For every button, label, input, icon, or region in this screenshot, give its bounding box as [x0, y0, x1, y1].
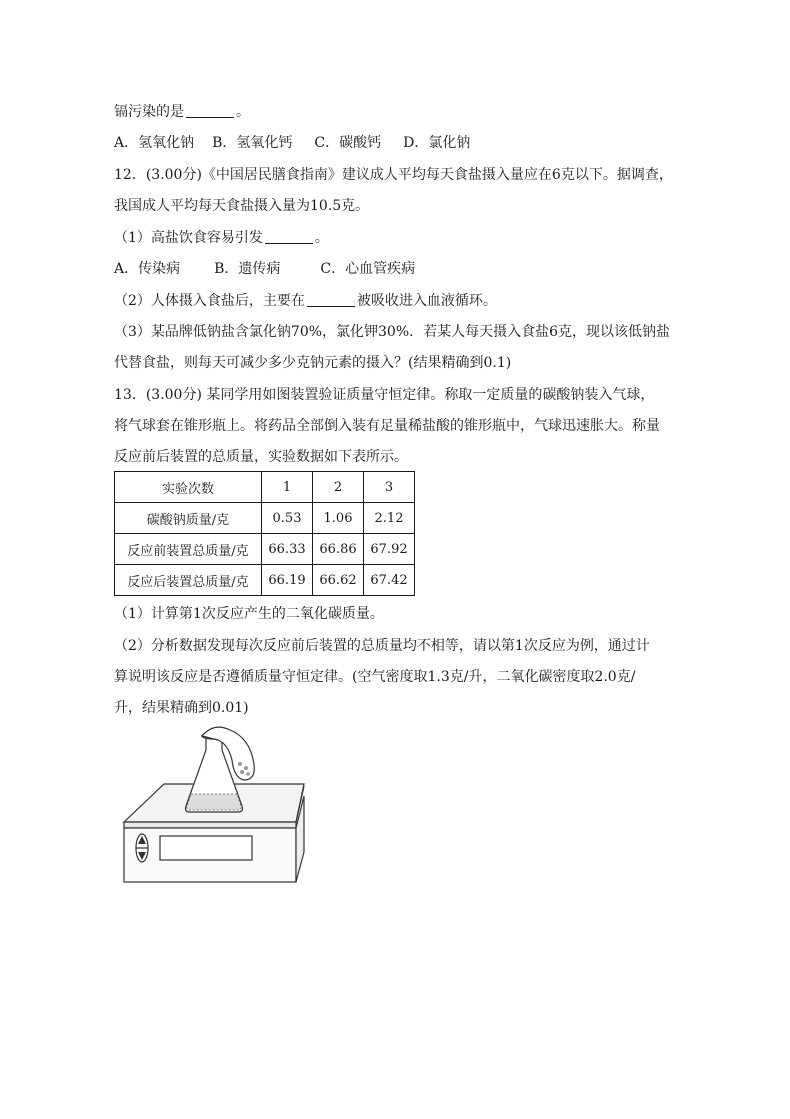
q11-option-d[interactable]: D．氯化钠	[403, 135, 471, 151]
table-row	[115, 534, 415, 565]
table-cell: 0.53	[262, 503, 313, 534]
table-cell: 1.06	[313, 503, 364, 534]
table-cell: 66.62	[313, 565, 364, 596]
table-header-row	[115, 472, 415, 503]
balance-display	[160, 836, 252, 860]
q13-stem-line3: 反应前后装置的总质量，实验数据如下表所示。	[114, 449, 408, 465]
q12-options	[114, 259, 433, 279]
q12-sub3-line1: （3）某品牌低钠盐含氯化钠70%，氯化钾30%．若某人每天摄入食盐6克，现以该低钠盐	[114, 324, 671, 340]
table-cell: 66.19	[262, 565, 313, 596]
balance-flask-figure	[118, 724, 318, 886]
q11-tail-end: 。	[236, 104, 250, 120]
q11-tail-text: 镉污染的是	[114, 104, 184, 120]
table-cell: 67.42	[364, 565, 415, 596]
table-row	[115, 565, 415, 596]
q12-option-c[interactable]: C．心血管疾病	[320, 261, 416, 277]
q11-option-a[interactable]: A．氢氧化钠	[114, 135, 195, 151]
table-cell: 2.12	[364, 503, 415, 534]
table-cell: 反应前装置总质量/克	[115, 534, 262, 565]
table-cell: 反应后装置总质量/克	[115, 565, 262, 596]
table-cell: 碳酸钠质量/克	[115, 503, 262, 534]
q12-stem-line1: 12．(3.00分)《中国居民膳食指南》建议成人平均每天食盐摄入量应在6克以下。据调查，	[114, 167, 673, 183]
table-cell: 实验次数	[115, 472, 262, 503]
table-cell: 2	[313, 472, 364, 503]
table-cell: 67.92	[364, 534, 415, 565]
q12-sub2-blank[interactable]	[307, 292, 355, 307]
q11-options	[114, 133, 488, 153]
q12-sub1-text: （1）高盐饮食容易引发	[114, 230, 263, 246]
q13-stem-line2: 将气球套在锥形瓶上。将药品全部倒入装有足量稀盐酸的锥形瓶中，气球迅速胀大。称量	[114, 418, 660, 434]
q13-data-table	[114, 471, 415, 596]
q12-option-b[interactable]: B．遗传病	[214, 261, 281, 277]
q12-sub1	[114, 228, 329, 248]
q12-stem-line2: 我国成人平均每天食盐摄入量为10.5克。	[114, 198, 370, 214]
table-cell: 66.33	[262, 534, 313, 565]
table-row	[115, 503, 415, 534]
q13-sub2-line2: 算说明该反应是否遵循质量守恒定律。(空气密度取1.3克/升，二氧化碳密度取2.0克/	[114, 669, 636, 685]
table-cell: 66.86	[313, 534, 364, 565]
q13-sub1: （1）计算第1次反应产生的二氧化碳质量。	[114, 606, 384, 622]
q12-sub2-pre: （2）人体摄入食盐后，主要在	[114, 293, 305, 309]
q12-sub1-end: 。	[314, 230, 329, 246]
q11-answer-blank[interactable]	[186, 103, 234, 118]
q11-stem-tail	[114, 102, 250, 122]
q13-stem-line1: 13．(3.00分) 某同学用如图装置验证质量守恒定律。称取一定质量的碳酸钠装入气球，	[114, 387, 655, 403]
q11-option-c[interactable]: C．碳酸钙	[314, 135, 382, 151]
table-cell: 1	[262, 472, 313, 503]
q12-sub2-post: 被吸收进入血液循环。	[356, 293, 497, 309]
q13-sub2-line1: （2）分析数据发现每次反应前后装置的总质量均不相等，请以第1次反应为例，通过计	[114, 638, 650, 654]
q12-sub3-line2: 代替食盐，则每天可减少多少克钠元素的摄入？(结果精确到0.1)	[114, 355, 512, 371]
q13-sub2-line3: 升，结果精确到0.01)	[114, 700, 249, 716]
q12-sub1-blank[interactable]	[265, 229, 313, 244]
q11-option-b[interactable]: B．氢氧化钙	[212, 135, 293, 151]
q12-option-a[interactable]: A．传染病	[114, 261, 181, 277]
q12-sub2	[114, 291, 497, 311]
table-cell: 3	[364, 472, 415, 503]
